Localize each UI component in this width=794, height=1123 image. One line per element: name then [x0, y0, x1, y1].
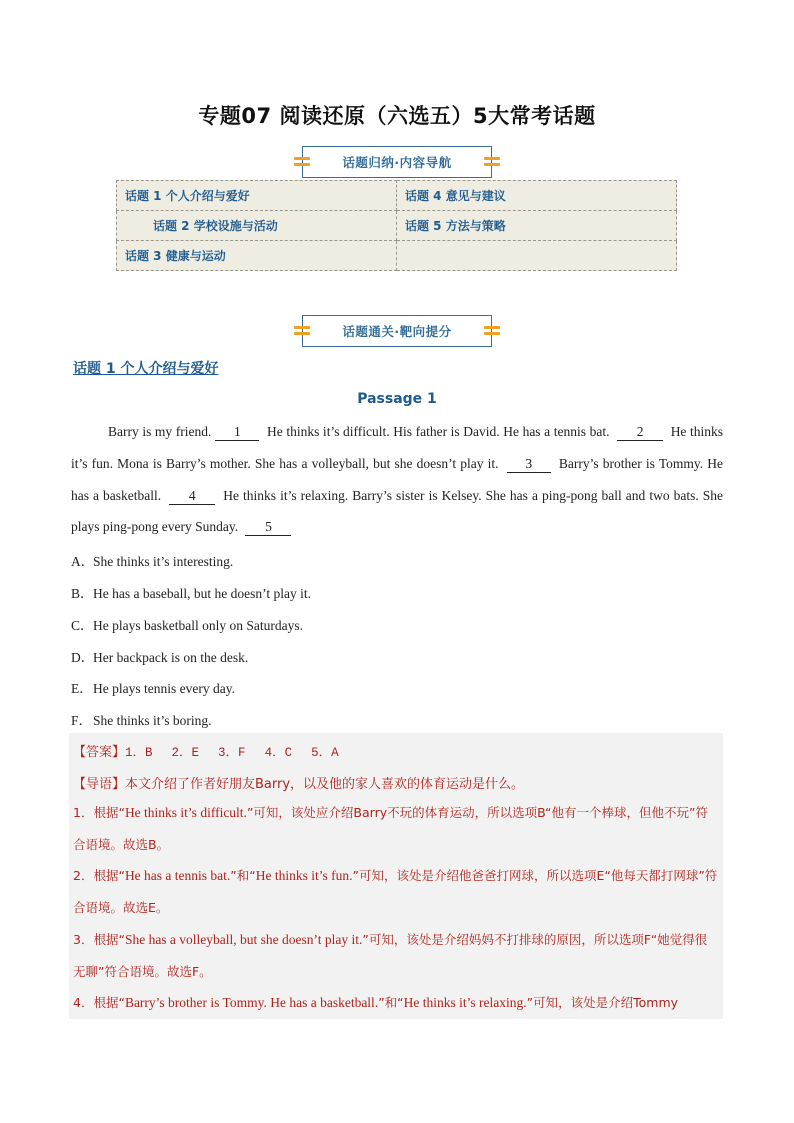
equals-decoration-icon — [484, 156, 500, 168]
answer-value: 5．A — [311, 746, 339, 760]
explanation-quote: He thinks it’s relaxing. — [403, 995, 527, 1010]
option-letter: C． — [71, 618, 94, 633]
explanation-text: ”可知，该处是介绍他爸爸打网球，所以选项E“他每天都打网球”符合语境。故选E。 — [73, 868, 718, 915]
blank-4: 4 — [169, 487, 215, 505]
option-text: Her backpack is on the desk. — [93, 650, 249, 665]
option-a — [71, 550, 233, 570]
explanation-quote: He thinks it’s fun. — [255, 868, 353, 883]
passage-sentence: Barry’s brother is Tommy. He has a basketball. — [71, 455, 724, 503]
explanation-4 — [73, 987, 719, 1019]
option-text: He has a baseball, but he doesn’t play it. — [93, 586, 311, 601]
passage-title: Passage 1 — [357, 391, 437, 407]
nav-topic-4[interactable]: 话题 4 意见与建议 — [397, 181, 677, 211]
option-text: She thinks it’s interesting. — [93, 554, 234, 569]
blank-5: 5 — [245, 518, 291, 536]
explanation-quote: He thinks it’s difficult. — [124, 805, 247, 820]
explanation-1 — [73, 797, 719, 861]
option-b — [71, 582, 311, 602]
nav-topic-5[interactable]: 话题 5 方法与策略 — [397, 211, 677, 241]
guide-line — [73, 773, 524, 792]
explanation-text: 4．根据“ — [73, 995, 125, 1010]
option-letter: F． — [71, 713, 93, 728]
page-title: 专题07 阅读还原（六选五）5大常考话题 — [198, 104, 596, 128]
banner-label: 话题通关·靶向提分 — [342, 324, 452, 339]
blank-2: 2 — [617, 423, 663, 441]
option-f — [71, 709, 212, 729]
topic-heading-link[interactable]: 话题 1 个人介绍与爱好 — [73, 361, 219, 377]
answer-value: 2．E — [171, 746, 200, 760]
banner-label: 话题归纳·内容导航 — [342, 155, 452, 170]
explanation-text: ”可知，该处是介绍Tommy — [526, 995, 679, 1010]
option-letter: E． — [71, 681, 93, 696]
option-letter: A． — [71, 554, 95, 569]
passage-sentence: He thinks it’s fun. Mona is Barry’s mother. She has a volleyball, but she doesn’t play it. — [71, 424, 724, 471]
explanation-quote: She has a volleyball, but she doesn’t play it. — [124, 932, 363, 947]
option-letter: D． — [71, 650, 95, 665]
passage-sentence: He thinks it’s difficult. His father is David. He has a tennis bat. — [267, 424, 610, 439]
explanation-text: 1．根据“ — [73, 805, 125, 820]
passage-sentence: Barry is my friend. — [108, 424, 212, 439]
explanation-2 — [73, 860, 719, 924]
option-d — [71, 646, 248, 666]
option-text: He plays tennis every day. — [93, 681, 235, 696]
option-text: He plays basketball only on Saturdays. — [93, 618, 303, 633]
option-letter: B． — [71, 586, 94, 601]
answer-value: 4．C — [264, 746, 293, 760]
answer-value: 3．F — [218, 746, 246, 760]
topic-navigation-table — [116, 180, 677, 271]
section-banner-navigation — [302, 146, 492, 178]
explanation-text: ”和“ — [378, 995, 404, 1010]
explanation-text: ”和“ — [230, 868, 256, 883]
passage-sentence: He thinks it’s relaxing. Barry’s sister is Kelsey. She has a ping-pong ball and two bats. She plays ping-pong every Sunday. — [71, 487, 724, 535]
guide-label: 【导语】 — [73, 777, 126, 792]
nav-topic-2[interactable]: 话题 2 学校设施与活动 — [117, 211, 397, 241]
nav-empty-cell — [397, 241, 677, 271]
section-banner-practice — [302, 315, 492, 347]
nav-topic-1[interactable]: 话题 1 个人介绍与爱好 — [117, 181, 397, 211]
explanation-text: 3．根据“ — [73, 932, 125, 947]
option-text: She thinks it’s boring. — [93, 713, 212, 728]
option-c — [71, 614, 303, 634]
explanation-text: ”可知，该处应介绍Barry不玩的体育运动，所以选项B“他有一个棒球，但他不玩”符合语境。故选B。 — [73, 805, 708, 852]
answer-line — [73, 741, 358, 760]
explanation-3 — [73, 924, 719, 988]
guide-text: 本文介绍了作者好朋友Barry，以及他的家人喜欢的体育运动是什么。 — [125, 777, 525, 792]
explanation-quote: He has a tennis bat. — [124, 868, 231, 883]
equals-decoration-icon — [484, 325, 500, 337]
answer-values — [125, 744, 358, 759]
blank-3: 3 — [507, 455, 551, 473]
option-e — [71, 677, 235, 697]
explanation-text: 2．根据“ — [73, 868, 125, 883]
explanation-quote: Barry’s brother is Tommy. He has a basketball. — [124, 995, 379, 1010]
answer-value: 1．B — [125, 746, 153, 760]
answer-label: 【答案】 — [73, 745, 126, 760]
passage-paragraph — [71, 416, 723, 543]
explanation-text: ”可知，该处是介绍妈妈不打排球的原因，所以选项F“她觉得很无聊”符合语境。故选F。 — [73, 932, 708, 979]
blank-1: 1 — [215, 423, 259, 441]
nav-topic-3[interactable]: 话题 3 健康与运动 — [117, 241, 397, 271]
